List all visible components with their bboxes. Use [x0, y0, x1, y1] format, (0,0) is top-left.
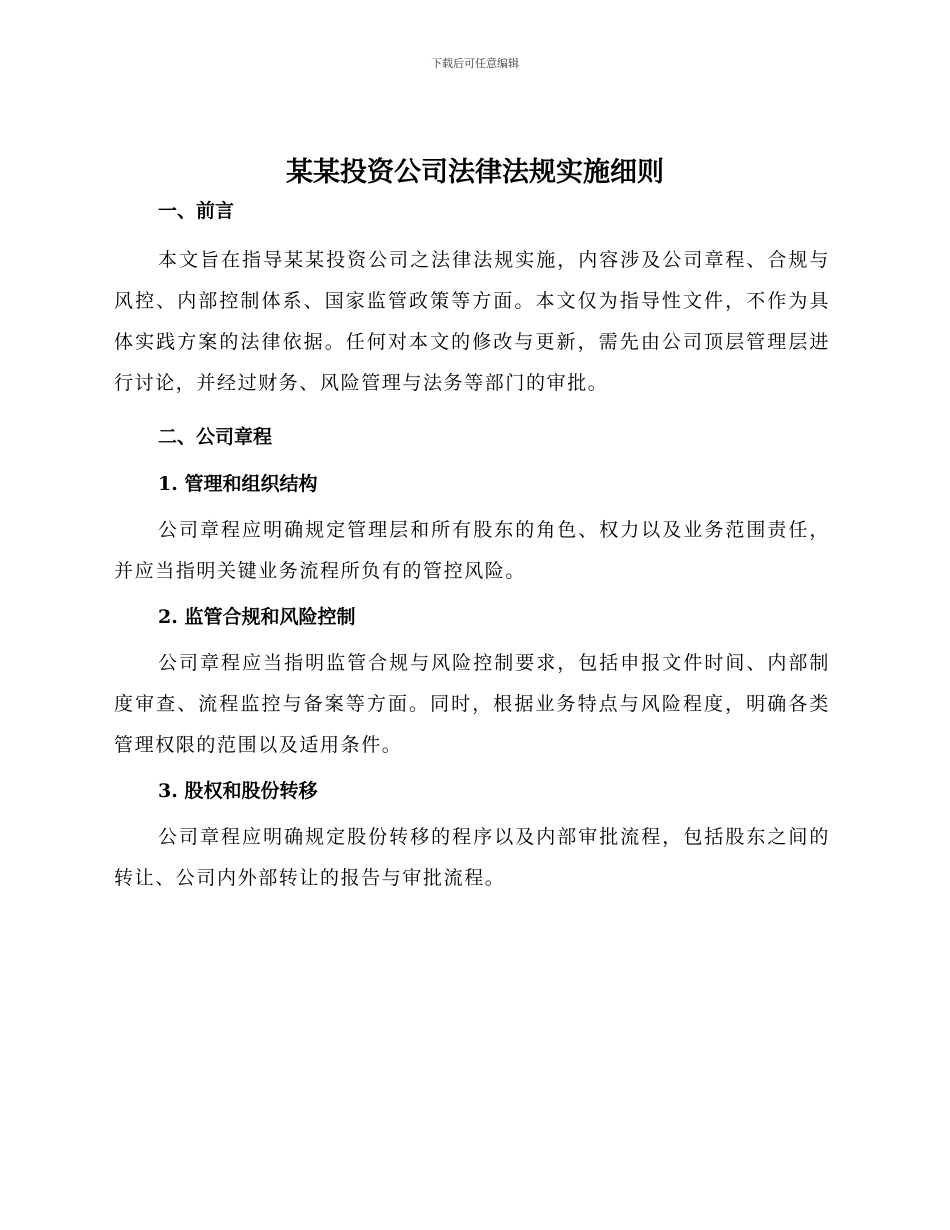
compliance-paragraph: 公司章程应当指明监管合规与风险控制要求，包括申报文件时间、内部制度审查、流程监控与备案等方面。同时，根据业务特点与风险程度，明确各类管理权限的范围以及适用条件。: [114, 652, 830, 756]
document-title: 某某投资公司法律法规实施细则: [286, 157, 664, 188]
document-body: [114, 198, 830, 899]
subsection-heading-compliance: 2. 监管合规和风险控制: [158, 606, 356, 628]
section-heading-preface: 一、前言: [158, 200, 235, 222]
management-paragraph: 公司章程应明确规定管理层和所有股东的角色、权力以及业务范围责任，并应当指明关键业务流程所负有的管控风险。: [114, 519, 830, 582]
preface-paragraph: 本文旨在指导某某投资公司之法律法规实施，内容涉及公司章程、合规与风控、内部控制体系、国家监管政策等方面。本文仅为指导性文件，不作为具体实践方案的法律依据。任何对本文的修改与更新，需先由公司顶层管理层进行讨论，并经过财务、风险管理与法务等部门的审批。: [114, 249, 830, 394]
section-heading-charter: 二、公司章程: [158, 426, 273, 448]
equity-paragraph: 公司章程应明确规定股份转移的程序以及内部审批流程，包括股东之间的转让、公司内外部转让的报告与审批流程。: [114, 826, 830, 889]
subsection-heading-equity: 3. 股权和股份转移: [158, 780, 318, 802]
header-note: 下载后可任意编辑: [431, 57, 519, 70]
subsection-heading-management: 1. 管理和组织结构: [158, 473, 318, 495]
